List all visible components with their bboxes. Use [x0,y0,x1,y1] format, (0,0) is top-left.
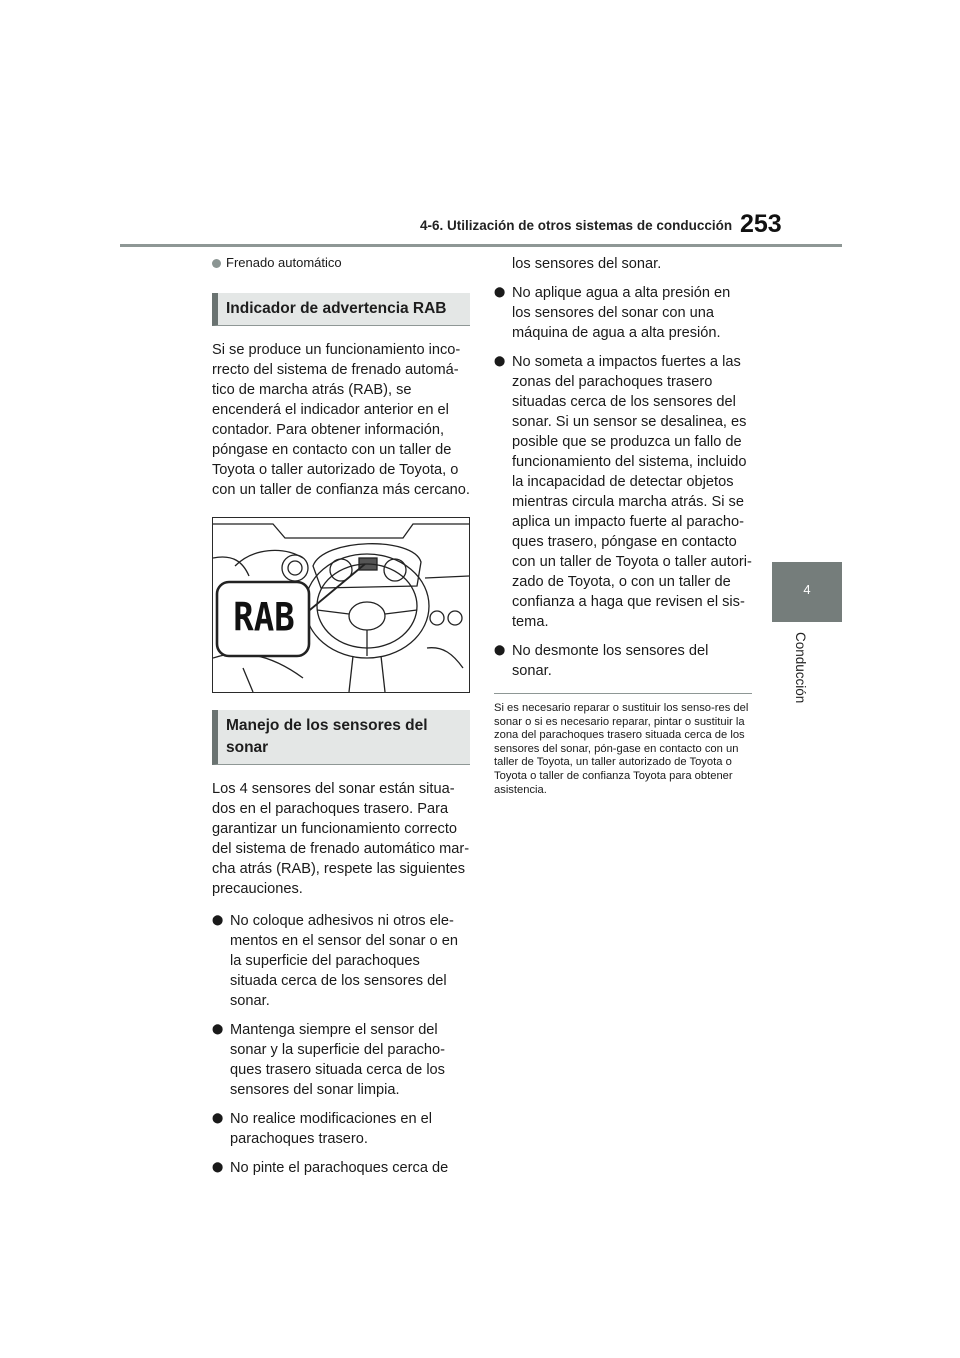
heading-sonar-handling: Manejo de los sensores del sonar [212,710,470,765]
bullet-dot-icon: ⬤ [494,356,506,367]
rab-indicator-label: RAB [233,595,295,641]
left-column [212,254,470,1187]
bullet-dot-icon: ⬤ [212,1113,224,1124]
paragraph-sonar: Los 4 sensores del sonar están situa-dos en el parachoques trasero. Para garantizar un funcionamiento correcto del sistema de frenado automático mar-cha atrás (RAB), respete las siguientes precauciones. [212,781,470,897]
bullet-item: ⬤ Mantenga siempre el sensor del sonar y la superficie del paracho-ques trasero situada cerca de los sensores del sonar limpia. [212,1022,445,1098]
bullet-item: ⬤ No desmonte los sensores del sonar. [494,643,709,679]
paragraph-rab: Si se produce un funcionamiento inco-rrecto del sistema de frenado automá-tico de marcha atrás (RAB), se encenderá el indicador anterior en el contador. Para obtener información, póngase en contacto con un taller de Toyota o taller autorizado de Toyota, o con un taller de confianza más cercano. [212,342,470,498]
bullet-item: ⬤ No aplique agua a alta presión en los sensores del sonar con una máquina de agua a alta presión. [494,285,731,341]
note-text: Si es necesario reparar o sustituir los senso-res del sonar o si es necesario reparar, pintar o sustituir la zona del parachoques trasero situada cerca de los sensores del sonar, pón-gase en contacto con un taller de Toyota, un taller autorizado de Toyota o Toyota o taller de confianza Toyota para obtener asistencia. [494,702,749,796]
bullet-dot-icon: ⬤ [212,915,224,926]
bullet-item: ⬤ No coloque adhesivos ni otros ele-mentos en el sensor del sonar o en la superficie del parachoques situada cerca de los sensores del sonar. [212,913,458,1009]
chapter-number: 4 [803,582,811,597]
right-column [494,254,752,797]
circle-bullet-icon [212,259,221,268]
bullet-dot-icon: ⬤ [212,1162,224,1173]
lead-item-text: Frenado automático [226,255,342,270]
bullet-continuation: los sensores del sonar. [512,256,662,272]
bullet-dot-icon: ⬤ [212,1024,224,1035]
note-rule [494,693,752,694]
section-title: 4-6. Utilización de otros sistemas de conducción [420,218,733,233]
heading-rab-warning: Indicador de advertencia RAB [212,293,470,326]
dashboard-illustration [212,517,470,693]
bullet-item: ⬤ No realice modificaciones en el parachoques trasero. [212,1111,432,1147]
header-rule [120,244,842,247]
bullet-dot-icon: ⬤ [494,287,506,298]
page-number: 253 [740,210,782,238]
bullet-item: ⬤ No pinte el parachoques cerca de [212,1160,449,1176]
bullet-item: ⬤ No someta a impactos fuertes a las zonas del parachoques trasero situadas cerca de los sensores del sonar. Si un sensor se desalinea, es posible que se produzca un fallo de funcionamiento del sistema, incluido la incapacidad de detectar objetos mientras circula marcha atrás. Si se aplica un impacto fuerte al paracho-ques trasero, póngase en contacto con un taller de Toyota o taller autori-zado de Toyota, o con un taller de confianza a haga que revisen el sis-tema. [494,354,752,630]
chapter-label: Conducción [793,632,808,704]
bullet-dot-icon: ⬤ [494,645,506,656]
lead-item [212,254,470,272]
